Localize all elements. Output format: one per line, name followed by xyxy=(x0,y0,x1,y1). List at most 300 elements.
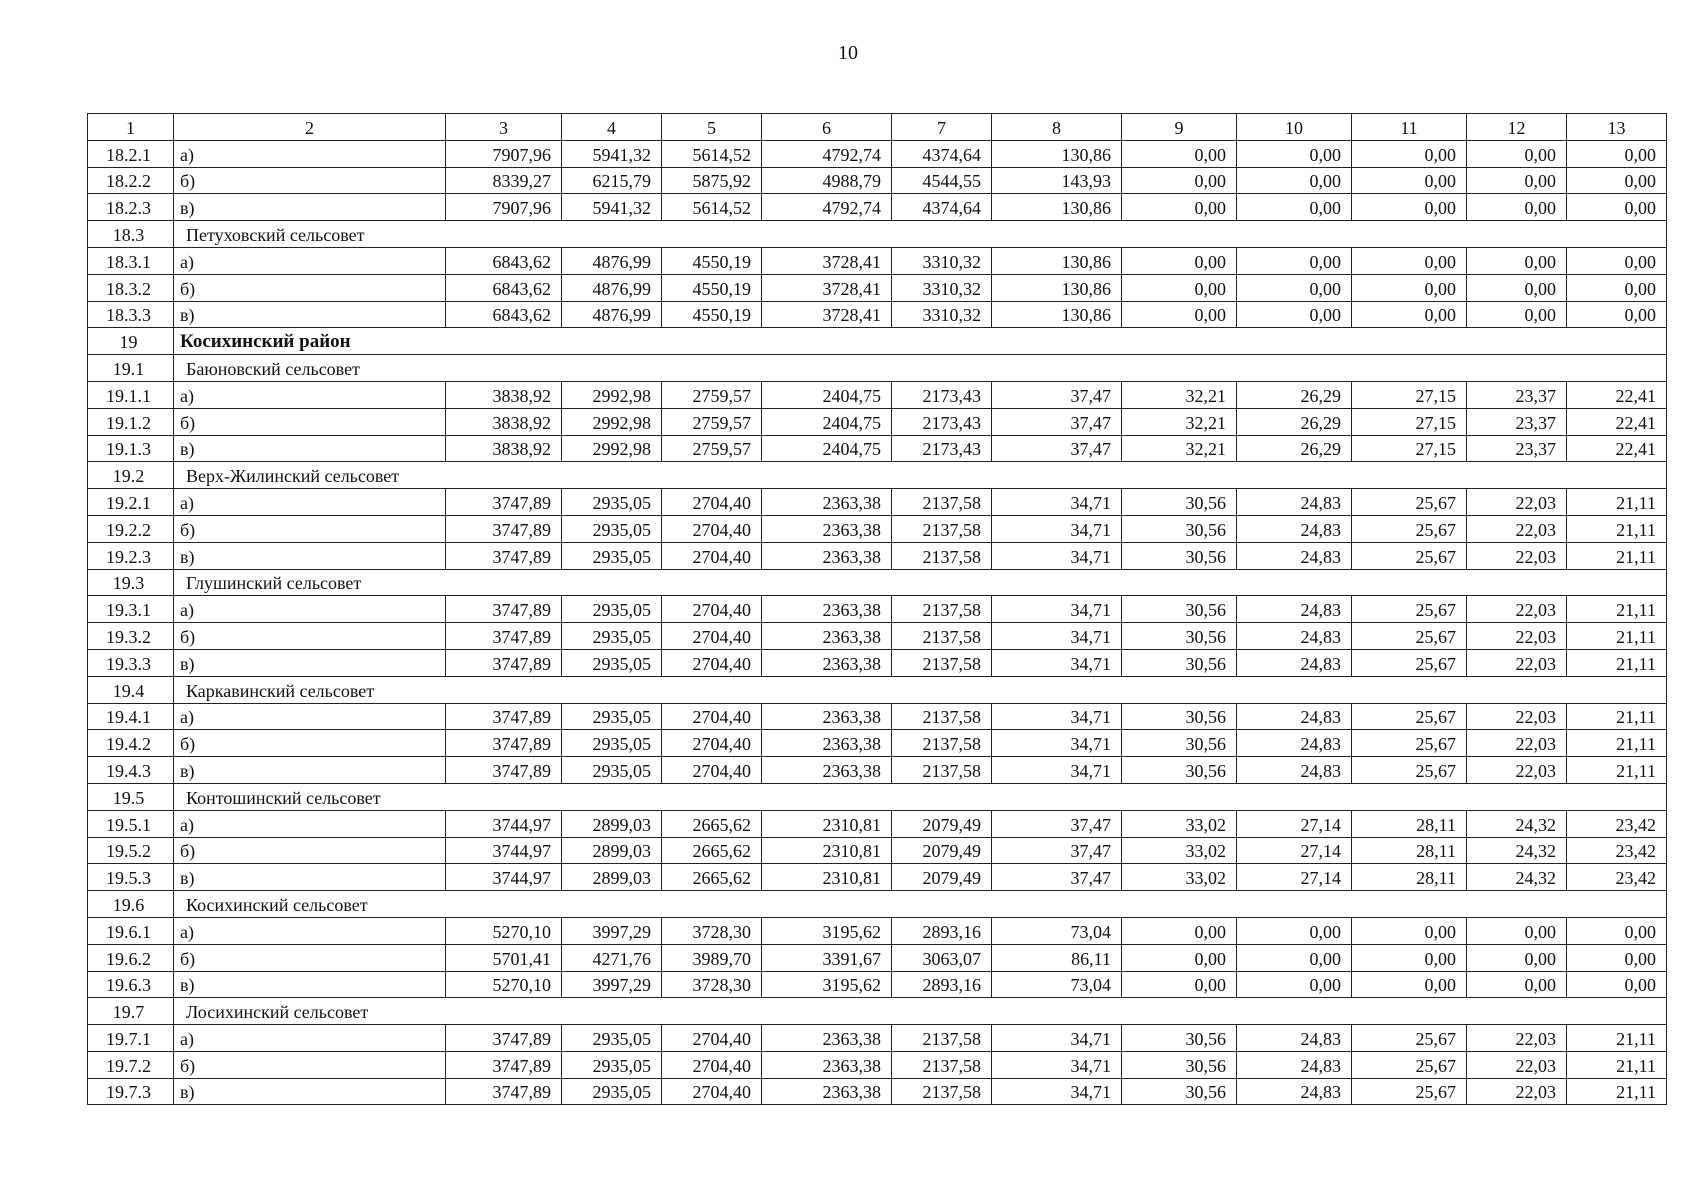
column-number-cell: 10 xyxy=(1237,114,1352,141)
row-label: в) xyxy=(174,301,446,328)
row-label: в) xyxy=(174,1078,446,1105)
value-cell: 2363,38 xyxy=(762,730,892,757)
value-cell: 2704,40 xyxy=(662,1025,762,1052)
row-label: в) xyxy=(174,649,446,676)
table-row xyxy=(88,542,1667,569)
column-number-cell: 3 xyxy=(446,114,562,141)
value-cell: 21,11 xyxy=(1567,1025,1667,1052)
value-cell: 2935,05 xyxy=(562,649,662,676)
value-cell: 30,56 xyxy=(1122,489,1237,516)
row-code: 19.6.1 xyxy=(88,917,174,944)
value-cell: 0,00 xyxy=(1352,301,1467,328)
value-cell: 30,56 xyxy=(1122,757,1237,784)
value-cell: 32,21 xyxy=(1122,435,1237,462)
row-code: 19 xyxy=(88,328,174,355)
value-cell: 3747,89 xyxy=(446,623,562,650)
value-cell: 2137,58 xyxy=(892,703,992,730)
value-cell: 0,00 xyxy=(1122,194,1237,221)
table-row xyxy=(88,944,1667,971)
value-cell: 5270,10 xyxy=(446,971,562,998)
table-row xyxy=(88,649,1667,676)
settlement-name: Каркавинский сельсовет xyxy=(174,676,1667,703)
value-cell: 21,11 xyxy=(1567,1078,1667,1105)
table-row xyxy=(88,301,1667,328)
value-cell: 37,47 xyxy=(992,864,1122,891)
table-row xyxy=(88,864,1667,891)
value-cell: 2363,38 xyxy=(762,703,892,730)
value-cell: 34,71 xyxy=(992,1025,1122,1052)
row-code: 19.5 xyxy=(88,783,174,810)
row-code: 19.1.1 xyxy=(88,381,174,408)
value-cell: 0,00 xyxy=(1237,944,1352,971)
value-cell: 21,11 xyxy=(1567,489,1667,516)
value-cell: 24,32 xyxy=(1467,864,1567,891)
value-cell: 0,00 xyxy=(1352,247,1467,274)
value-cell: 30,56 xyxy=(1122,730,1237,757)
value-cell: 2363,38 xyxy=(762,623,892,650)
value-cell: 24,83 xyxy=(1237,542,1352,569)
row-code: 19.3.1 xyxy=(88,596,174,623)
value-cell: 24,83 xyxy=(1237,515,1352,542)
value-cell: 2363,38 xyxy=(762,1051,892,1078)
row-code: 18.2.3 xyxy=(88,194,174,221)
row-code: 19.1.2 xyxy=(88,408,174,435)
value-cell: 4271,76 xyxy=(562,944,662,971)
value-cell: 0,00 xyxy=(1467,167,1567,194)
section-row xyxy=(88,891,1667,918)
row-code: 19.4.2 xyxy=(88,730,174,757)
settlement-name: Лосихинский сельсовет xyxy=(174,998,1667,1025)
value-cell: 2137,58 xyxy=(892,1051,992,1078)
value-cell: 22,03 xyxy=(1467,515,1567,542)
value-cell: 2137,58 xyxy=(892,489,992,516)
value-cell: 2704,40 xyxy=(662,596,762,623)
row-label: б) xyxy=(174,515,446,542)
value-cell: 24,83 xyxy=(1237,489,1352,516)
row-label: в) xyxy=(174,971,446,998)
value-cell: 23,42 xyxy=(1567,837,1667,864)
value-cell: 73,04 xyxy=(992,917,1122,944)
value-cell: 0,00 xyxy=(1122,301,1237,328)
row-label: б) xyxy=(174,167,446,194)
value-cell: 37,47 xyxy=(992,408,1122,435)
value-cell: 5614,52 xyxy=(662,194,762,221)
value-cell: 4792,74 xyxy=(762,140,892,167)
value-cell: 25,67 xyxy=(1352,542,1467,569)
row-label: б) xyxy=(174,623,446,650)
value-cell: 2704,40 xyxy=(662,703,762,730)
value-cell: 23,42 xyxy=(1567,864,1667,891)
value-cell: 0,00 xyxy=(1567,917,1667,944)
value-cell: 21,11 xyxy=(1567,542,1667,569)
value-cell: 4876,99 xyxy=(562,301,662,328)
value-cell: 0,00 xyxy=(1567,194,1667,221)
table-row xyxy=(88,596,1667,623)
value-cell: 2992,98 xyxy=(562,435,662,462)
value-cell: 25,67 xyxy=(1352,623,1467,650)
value-cell: 2137,58 xyxy=(892,757,992,784)
value-cell: 21,11 xyxy=(1567,757,1667,784)
value-cell: 0,00 xyxy=(1237,274,1352,301)
value-cell: 2704,40 xyxy=(662,730,762,757)
value-cell: 0,00 xyxy=(1467,944,1567,971)
column-number-cell: 1 xyxy=(88,114,174,141)
value-cell: 2935,05 xyxy=(562,542,662,569)
section-row xyxy=(88,462,1667,489)
row-label: а) xyxy=(174,596,446,623)
value-cell: 24,83 xyxy=(1237,596,1352,623)
value-cell: 2935,05 xyxy=(562,596,662,623)
column-number-cell: 8 xyxy=(992,114,1122,141)
table-row xyxy=(88,917,1667,944)
table-row xyxy=(88,837,1667,864)
value-cell: 30,56 xyxy=(1122,1025,1237,1052)
row-code: 18.2.2 xyxy=(88,167,174,194)
value-cell: 3747,89 xyxy=(446,703,562,730)
row-label: в) xyxy=(174,435,446,462)
row-label: в) xyxy=(174,757,446,784)
value-cell: 3728,30 xyxy=(662,917,762,944)
row-code: 18.3.1 xyxy=(88,247,174,274)
table-row xyxy=(88,971,1667,998)
value-cell: 22,41 xyxy=(1567,381,1667,408)
row-code: 19.2.1 xyxy=(88,489,174,516)
district-name: Косихинский район xyxy=(174,328,1667,355)
value-cell: 28,11 xyxy=(1352,864,1467,891)
column-number-cell: 5 xyxy=(662,114,762,141)
value-cell: 3989,70 xyxy=(662,944,762,971)
value-cell: 27,15 xyxy=(1352,435,1467,462)
value-cell: 3310,32 xyxy=(892,301,992,328)
table-row xyxy=(88,1025,1667,1052)
value-cell: 4876,99 xyxy=(562,247,662,274)
value-cell: 2363,38 xyxy=(762,596,892,623)
value-cell: 0,00 xyxy=(1467,301,1567,328)
row-code: 19.4.1 xyxy=(88,703,174,730)
value-cell: 30,56 xyxy=(1122,649,1237,676)
row-code: 19.5.1 xyxy=(88,810,174,837)
value-cell: 130,86 xyxy=(992,140,1122,167)
value-cell: 21,11 xyxy=(1567,515,1667,542)
value-cell: 0,00 xyxy=(1352,971,1467,998)
column-number-cell: 2 xyxy=(174,114,446,141)
value-cell: 37,47 xyxy=(992,381,1122,408)
value-cell: 3747,89 xyxy=(446,1078,562,1105)
value-cell: 22,41 xyxy=(1567,435,1667,462)
settlement-name: Петуховский сельсовет xyxy=(174,221,1667,248)
value-cell: 3744,97 xyxy=(446,864,562,891)
value-cell: 0,00 xyxy=(1122,247,1237,274)
value-cell: 2759,57 xyxy=(662,381,762,408)
value-cell: 2704,40 xyxy=(662,1078,762,1105)
table-row xyxy=(88,1051,1667,1078)
value-cell: 27,14 xyxy=(1237,810,1352,837)
value-cell: 0,00 xyxy=(1352,167,1467,194)
table-row xyxy=(88,730,1667,757)
row-code: 18.3 xyxy=(88,221,174,248)
value-cell: 3838,92 xyxy=(446,435,562,462)
value-cell: 3997,29 xyxy=(562,971,662,998)
value-cell: 21,11 xyxy=(1567,1051,1667,1078)
value-cell: 27,14 xyxy=(1237,837,1352,864)
row-label: в) xyxy=(174,542,446,569)
value-cell: 25,67 xyxy=(1352,1078,1467,1105)
tariff-table xyxy=(87,113,1667,1105)
value-cell: 2363,38 xyxy=(762,489,892,516)
row-label: в) xyxy=(174,864,446,891)
value-cell: 34,71 xyxy=(992,649,1122,676)
value-cell: 3747,89 xyxy=(446,649,562,676)
table-row xyxy=(88,381,1667,408)
row-code: 19.7 xyxy=(88,998,174,1025)
value-cell: 24,83 xyxy=(1237,730,1352,757)
value-cell: 25,67 xyxy=(1352,596,1467,623)
value-cell: 28,11 xyxy=(1352,810,1467,837)
value-cell: 2137,58 xyxy=(892,649,992,676)
column-number-cell: 6 xyxy=(762,114,892,141)
value-cell: 34,71 xyxy=(992,730,1122,757)
value-cell: 0,00 xyxy=(1122,274,1237,301)
value-cell: 32,21 xyxy=(1122,408,1237,435)
value-cell: 2310,81 xyxy=(762,864,892,891)
value-cell: 3310,32 xyxy=(892,247,992,274)
value-cell: 37,47 xyxy=(992,837,1122,864)
row-label: б) xyxy=(174,944,446,971)
value-cell: 0,00 xyxy=(1237,301,1352,328)
value-cell: 0,00 xyxy=(1352,194,1467,221)
page-number: 10 xyxy=(838,42,858,64)
row-label: а) xyxy=(174,1025,446,1052)
row-code: 18.2.1 xyxy=(88,140,174,167)
value-cell: 3747,89 xyxy=(446,1051,562,1078)
value-cell: 22,03 xyxy=(1467,489,1567,516)
row-code: 19.5.2 xyxy=(88,837,174,864)
value-cell: 0,00 xyxy=(1467,274,1567,301)
row-code: 19.3 xyxy=(88,569,174,596)
column-number-cell: 12 xyxy=(1467,114,1567,141)
value-cell: 34,71 xyxy=(992,489,1122,516)
value-cell: 25,67 xyxy=(1352,730,1467,757)
value-cell: 34,71 xyxy=(992,542,1122,569)
value-cell: 130,86 xyxy=(992,247,1122,274)
district-row xyxy=(88,328,1667,355)
value-cell: 2404,75 xyxy=(762,408,892,435)
value-cell: 37,47 xyxy=(992,435,1122,462)
value-cell: 25,67 xyxy=(1352,489,1467,516)
settlement-name: Баюновский сельсовет xyxy=(174,355,1667,382)
value-cell: 21,11 xyxy=(1567,623,1667,650)
row-code: 19.3.3 xyxy=(88,649,174,676)
value-cell: 0,00 xyxy=(1122,971,1237,998)
table-row xyxy=(88,703,1667,730)
row-code: 19.5.3 xyxy=(88,864,174,891)
value-cell: 0,00 xyxy=(1567,971,1667,998)
row-code: 19.6 xyxy=(88,891,174,918)
value-cell: 2404,75 xyxy=(762,435,892,462)
row-label: б) xyxy=(174,730,446,757)
value-cell: 2899,03 xyxy=(562,837,662,864)
value-cell: 3838,92 xyxy=(446,381,562,408)
row-code: 19.1.3 xyxy=(88,435,174,462)
section-row xyxy=(88,783,1667,810)
value-cell: 2935,05 xyxy=(562,703,662,730)
value-cell: 2137,58 xyxy=(892,1078,992,1105)
value-cell: 3728,41 xyxy=(762,247,892,274)
value-cell: 22,03 xyxy=(1467,703,1567,730)
value-cell: 2704,40 xyxy=(662,1051,762,1078)
table-row xyxy=(88,623,1667,650)
value-cell: 6215,79 xyxy=(562,167,662,194)
value-cell: 2899,03 xyxy=(562,864,662,891)
value-cell: 0,00 xyxy=(1567,247,1667,274)
value-cell: 4876,99 xyxy=(562,274,662,301)
value-cell: 0,00 xyxy=(1237,247,1352,274)
value-cell: 24,83 xyxy=(1237,1025,1352,1052)
row-label: б) xyxy=(174,408,446,435)
value-cell: 24,83 xyxy=(1237,623,1352,650)
value-cell: 30,56 xyxy=(1122,1078,1237,1105)
value-cell: 2704,40 xyxy=(662,515,762,542)
row-label: б) xyxy=(174,837,446,864)
value-cell: 34,71 xyxy=(992,1051,1122,1078)
value-cell: 25,67 xyxy=(1352,1025,1467,1052)
row-label: а) xyxy=(174,140,446,167)
value-cell: 0,00 xyxy=(1467,971,1567,998)
value-cell: 0,00 xyxy=(1467,140,1567,167)
value-cell: 25,67 xyxy=(1352,757,1467,784)
table-row xyxy=(88,247,1667,274)
value-cell: 4792,74 xyxy=(762,194,892,221)
value-cell: 25,67 xyxy=(1352,649,1467,676)
value-cell: 34,71 xyxy=(992,1078,1122,1105)
value-cell: 2704,40 xyxy=(662,542,762,569)
value-cell: 24,83 xyxy=(1237,649,1352,676)
value-cell: 27,15 xyxy=(1352,381,1467,408)
value-cell: 5270,10 xyxy=(446,917,562,944)
row-label: а) xyxy=(174,247,446,274)
value-cell: 3747,89 xyxy=(446,730,562,757)
value-cell: 0,00 xyxy=(1567,944,1667,971)
row-code: 19.4 xyxy=(88,676,174,703)
row-code: 19.2.3 xyxy=(88,542,174,569)
column-number-cell: 7 xyxy=(892,114,992,141)
row-label: б) xyxy=(174,274,446,301)
value-cell: 2704,40 xyxy=(662,649,762,676)
value-cell: 2137,58 xyxy=(892,623,992,650)
value-cell: 130,86 xyxy=(992,194,1122,221)
column-number-cell: 9 xyxy=(1122,114,1237,141)
table-row xyxy=(88,810,1667,837)
settlement-name: Косихинский сельсовет xyxy=(174,891,1667,918)
value-cell: 23,37 xyxy=(1467,381,1567,408)
value-cell: 3728,41 xyxy=(762,274,892,301)
table-row xyxy=(88,515,1667,542)
row-label: а) xyxy=(174,489,446,516)
value-cell: 5941,32 xyxy=(562,194,662,221)
value-cell: 4374,64 xyxy=(892,194,992,221)
value-cell: 3747,89 xyxy=(446,542,562,569)
value-cell: 25,67 xyxy=(1352,1051,1467,1078)
value-cell: 3997,29 xyxy=(562,917,662,944)
value-cell: 2404,75 xyxy=(762,381,892,408)
value-cell: 0,00 xyxy=(1567,301,1667,328)
value-cell: 27,14 xyxy=(1237,864,1352,891)
value-cell: 30,56 xyxy=(1122,703,1237,730)
value-cell: 5701,41 xyxy=(446,944,562,971)
table-row xyxy=(88,408,1667,435)
value-cell: 2935,05 xyxy=(562,515,662,542)
table-row xyxy=(88,435,1667,462)
value-cell: 34,71 xyxy=(992,703,1122,730)
value-cell: 25,67 xyxy=(1352,515,1467,542)
value-cell: 0,00 xyxy=(1352,917,1467,944)
value-cell: 2893,16 xyxy=(892,971,992,998)
column-number-cell: 4 xyxy=(562,114,662,141)
value-cell: 2759,57 xyxy=(662,408,762,435)
value-cell: 0,00 xyxy=(1467,194,1567,221)
value-cell: 23,42 xyxy=(1567,810,1667,837)
value-cell: 0,00 xyxy=(1122,917,1237,944)
value-cell: 22,03 xyxy=(1467,1025,1567,1052)
row-code: 18.3.3 xyxy=(88,301,174,328)
value-cell: 22,03 xyxy=(1467,1051,1567,1078)
section-row xyxy=(88,355,1667,382)
value-cell: 2173,43 xyxy=(892,435,992,462)
value-cell: 22,03 xyxy=(1467,596,1567,623)
row-label: а) xyxy=(174,381,446,408)
value-cell: 2935,05 xyxy=(562,1051,662,1078)
value-cell: 28,11 xyxy=(1352,837,1467,864)
section-row xyxy=(88,676,1667,703)
value-cell: 2665,62 xyxy=(662,837,762,864)
value-cell: 3391,67 xyxy=(762,944,892,971)
value-cell: 3310,32 xyxy=(892,274,992,301)
row-code: 19.2 xyxy=(88,462,174,489)
row-code: 19.6.2 xyxy=(88,944,174,971)
value-cell: 2310,81 xyxy=(762,837,892,864)
value-cell: 30,56 xyxy=(1122,596,1237,623)
value-cell: 2704,40 xyxy=(662,757,762,784)
value-cell: 23,37 xyxy=(1467,435,1567,462)
row-label: в) xyxy=(174,194,446,221)
value-cell: 2310,81 xyxy=(762,810,892,837)
value-cell: 0,00 xyxy=(1352,274,1467,301)
value-cell: 30,56 xyxy=(1122,623,1237,650)
value-cell: 24,83 xyxy=(1237,1051,1352,1078)
value-cell: 22,03 xyxy=(1467,757,1567,784)
value-cell: 130,86 xyxy=(992,301,1122,328)
value-cell: 3747,89 xyxy=(446,489,562,516)
value-cell: 22,03 xyxy=(1467,649,1567,676)
value-cell: 3747,89 xyxy=(446,596,562,623)
value-cell: 2935,05 xyxy=(562,623,662,650)
value-cell: 8339,27 xyxy=(446,167,562,194)
value-cell: 0,00 xyxy=(1122,167,1237,194)
value-cell: 130,86 xyxy=(992,274,1122,301)
value-cell: 0,00 xyxy=(1352,140,1467,167)
value-cell: 2759,57 xyxy=(662,435,762,462)
value-cell: 0,00 xyxy=(1237,140,1352,167)
value-cell: 2704,40 xyxy=(662,489,762,516)
table-row xyxy=(88,140,1667,167)
row-code: 19.2.2 xyxy=(88,515,174,542)
column-number-cell: 13 xyxy=(1567,114,1667,141)
value-cell: 5875,92 xyxy=(662,167,762,194)
table-row xyxy=(88,274,1667,301)
value-cell: 5614,52 xyxy=(662,140,762,167)
value-cell: 2665,62 xyxy=(662,864,762,891)
settlement-name: Глушинский сельсовет xyxy=(174,569,1667,596)
